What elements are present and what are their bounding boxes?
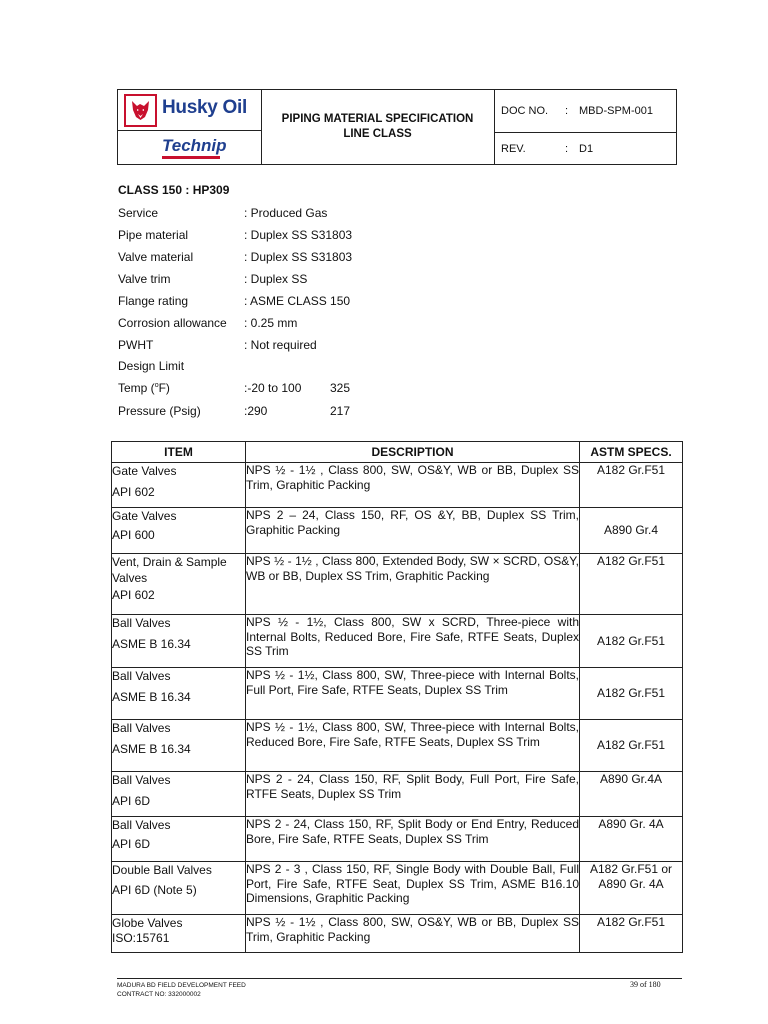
- item-name: Ball Valves: [112, 616, 171, 630]
- info-label: Corrosion allowance: [118, 316, 227, 330]
- description-cell: NPS 2 - 24, Class 150, RF, Split Body, Full Port, Fire Safe, RTFE Seats, Duplex SS Trim: [246, 772, 580, 817]
- rev-value: D1: [579, 143, 594, 155]
- astm-cell: A890 Gr. 4A: [580, 817, 683, 862]
- info-label: [118, 381, 170, 395]
- info-label: Service: [118, 206, 159, 220]
- table-row: [112, 862, 683, 915]
- technip-wordmark: Technip: [162, 136, 227, 155]
- item-standard: API 6D: [112, 794, 151, 808]
- item-standard: API 602: [112, 588, 155, 602]
- column-header-astm: ASTM SPECS.: [580, 442, 683, 463]
- item-cell: [112, 508, 246, 554]
- table-row: [112, 772, 683, 817]
- pressure-value-2: 217: [330, 404, 351, 418]
- astm-cell: A182 Gr.F51: [580, 554, 683, 615]
- title-line: LINE CLASS: [343, 128, 412, 140]
- class-title: CLASS 150 : HP309: [118, 183, 230, 197]
- item-standard: API 6D: [112, 837, 151, 851]
- item-standard: API 602: [112, 485, 155, 499]
- title-line: PIPING MATERIAL SPECIFICATION: [281, 113, 474, 125]
- table-row: [112, 554, 683, 615]
- item-name: Ball Valves: [112, 721, 171, 735]
- doc-no-label: DOC NO.: [501, 105, 549, 117]
- item-cell: [112, 772, 246, 817]
- item-standard: ASME B 16.34: [112, 742, 191, 756]
- item-name: Double Ball Valves: [112, 863, 212, 877]
- header-divider: [494, 90, 495, 164]
- column-header-item: ITEM: [112, 442, 246, 463]
- astm-cell: A182 Gr.F51 or A890 Gr. 4A: [580, 862, 683, 915]
- item-name: Vent, Drain & Sample Valves: [112, 555, 227, 585]
- info-value: : Not required: [244, 338, 317, 352]
- info-label: Pipe material: [118, 228, 189, 242]
- astm-cell: A182 Gr.F51: [580, 668, 683, 720]
- footer-project-info: [117, 981, 246, 999]
- item-name: Gate Valves: [112, 464, 177, 478]
- description-cell: NPS 2 - 24, Class 150, RF, Split Body or End Entry, Reduced Bore, Fire Safe, RTFE Seats, Duplex SS Trim: [246, 817, 580, 862]
- description-cell: NPS ½ - 1½ , Class 800, SW, OS&Y, WB or BB, Duplex SS Trim, Graphitic Packing: [246, 915, 580, 953]
- item-cell: [112, 915, 246, 953]
- temp-label-post: F): [158, 381, 170, 395]
- table-row: [112, 615, 683, 668]
- info-label: Valve trim: [118, 272, 171, 286]
- description-cell: NPS ½ - 1½, Class 800, SW x SCRD, Three-piece with Internal Bolts, Reduced Bore, Fire Safe, RTFE Seats, Duplex SS Trim: [246, 615, 580, 668]
- item-cell: [112, 668, 246, 720]
- item-name: Ball Valves: [112, 669, 171, 683]
- header-divider: [118, 130, 261, 131]
- doc-no-separator: :: [565, 105, 569, 117]
- item-cell: [112, 862, 246, 915]
- description-cell: NPS ½ - 1½ , Class 800, SW, OS&Y, WB or BB, Duplex SS Trim, Graphitic Packing: [246, 463, 580, 508]
- pressure-value-1: :290: [244, 404, 268, 418]
- husky-oil-logo: [124, 94, 258, 128]
- technip-underline: [162, 156, 220, 159]
- description-cell: NPS ½ - 1½, Class 800, SW, Three-piece with Internal Bolts, Reduced Bore, Fire Safe, RTFE Seats, Duplex SS Trim: [246, 720, 580, 772]
- item-cell: [112, 720, 246, 772]
- temp-label-pre: Temp (: [118, 381, 155, 395]
- info-value: : Duplex SS S31803: [244, 228, 353, 242]
- table-row: [112, 668, 683, 720]
- temp-value-min: :-20 to 100: [244, 381, 302, 395]
- table-row: [112, 817, 683, 862]
- footer-contract-no: CONTRACT NO: 332000002: [117, 991, 201, 998]
- column-header-description: DESCRIPTION: [246, 442, 580, 463]
- footer-divider: [117, 978, 682, 979]
- rev-separator: :: [565, 143, 569, 155]
- temp-label-degree: o: [154, 382, 159, 389]
- description-cell: NPS ½ - 1½ , Class 800, Extended Body, SW × SCRD, OS&Y, WB or BB, Duplex SS Trim, Graphitic Packing: [246, 554, 580, 615]
- info-label: Design Limit: [118, 359, 185, 373]
- item-cell: [112, 554, 246, 615]
- rev-label: REV.: [501, 143, 526, 155]
- info-label: Flange rating: [118, 294, 189, 308]
- info-value: : ASME CLASS 150: [244, 294, 351, 308]
- item-standard: ISO:15761: [112, 931, 170, 945]
- page-number: 39 of 180: [630, 980, 661, 989]
- document-header: [117, 89, 677, 165]
- item-name: Globe Valves: [112, 916, 183, 930]
- valve-spec-table: [111, 441, 683, 953]
- item-cell: [112, 817, 246, 862]
- description-cell: NPS 2 – 24, Class 150, RF, OS &Y, BB, Duplex SS Trim, Graphitic Packing: [246, 508, 580, 554]
- item-name: Ball Valves: [112, 773, 171, 787]
- husky-oil-wordmark: Husky Oil: [162, 97, 247, 118]
- table-row: [112, 463, 683, 508]
- astm-cell: A182 Gr.F51: [580, 615, 683, 668]
- info-label: PWHT: [118, 338, 154, 352]
- item-name: Gate Valves: [112, 509, 177, 523]
- info-value: : 0.25 mm: [244, 316, 298, 330]
- table-header-row: [112, 442, 683, 463]
- item-standard: API 6D (Note 5): [112, 883, 197, 897]
- item-name: Ball Valves: [112, 818, 171, 832]
- husky-dog-icon: [124, 94, 157, 127]
- astm-cell: A890 Gr.4: [580, 508, 683, 554]
- item-standard: ASME B 16.34: [112, 690, 191, 704]
- doc-no-value: MBD-SPM-001: [579, 105, 653, 117]
- document-title: [261, 112, 494, 142]
- info-label: Pressure (Psig): [118, 404, 201, 418]
- temp-value-max: 325: [330, 381, 351, 395]
- table-row: [112, 915, 683, 953]
- description-cell: NPS 2 - 3 , Class 150, RF, Single Body with Double Ball, Full Port, Fire Safe, RTFE Seat, Duplex SS Trim, ASME B16.10 Dimensions, Graphitic Packing: [246, 862, 580, 915]
- info-value: : Duplex SS: [244, 272, 308, 286]
- item-cell: [112, 615, 246, 668]
- table-row: [112, 508, 683, 554]
- info-value: : Produced Gas: [244, 206, 328, 220]
- astm-cell: A182 Gr.F51: [580, 463, 683, 508]
- info-label: Valve material: [118, 250, 194, 264]
- item-cell: [112, 463, 246, 508]
- item-standard: API 600: [112, 528, 155, 542]
- astm-cell: A182 Gr.F51: [580, 720, 683, 772]
- item-standard: ASME B 16.34: [112, 637, 191, 651]
- description-cell: NPS ½ - 1½, Class 800, SW, Three-piece with Internal Bolts, Full Port, Fire Safe, RTFE Seats, Duplex SS Trim: [246, 668, 580, 720]
- astm-cell: A890 Gr.4A: [580, 772, 683, 817]
- info-value: : Duplex SS S31803: [244, 250, 353, 264]
- astm-cell: A182 Gr.F51: [580, 915, 683, 953]
- footer-project-name: MADURA BD FIELD DEVELOPMENT FEED: [117, 982, 246, 989]
- header-divider: [494, 132, 676, 133]
- table-row: [112, 720, 683, 772]
